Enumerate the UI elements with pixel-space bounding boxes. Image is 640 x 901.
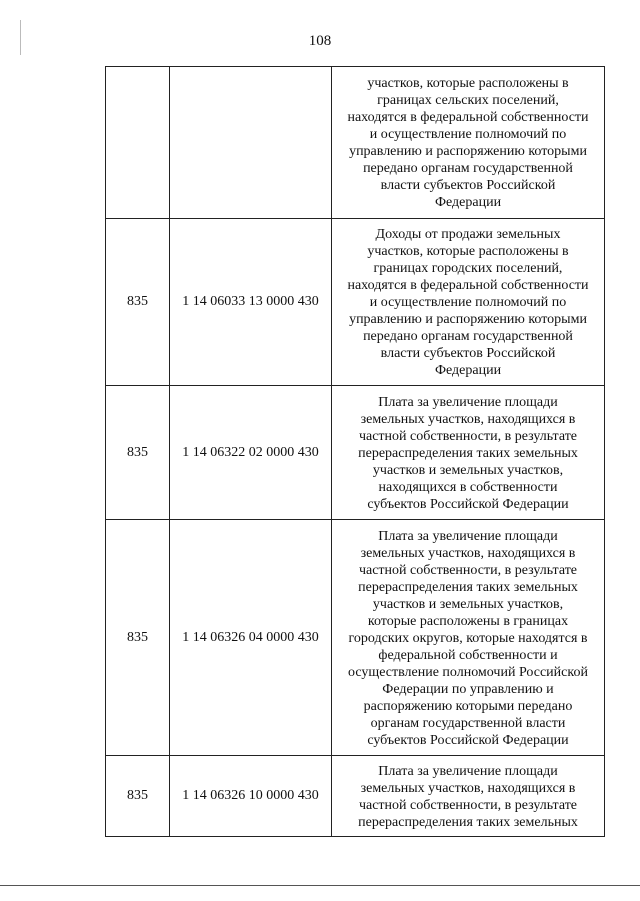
table-row <box>106 756 605 837</box>
income-description-cell: Плата за увеличение площади земельных участков, находящихся в частной собственности, в результате перераспределения таких земельных <box>332 756 605 837</box>
table-row <box>106 386 605 520</box>
administrator-code-cell: 835 <box>106 386 170 520</box>
budget-classification-code-cell <box>170 67 332 219</box>
table-row <box>106 67 605 219</box>
budget-classification-code-cell: 1 14 06033 13 0000 430 <box>170 219 332 386</box>
scan-bottom-edge <box>0 885 640 886</box>
income-description-cell: Плата за увеличение площади земельных участков, находящихся в частной собственности, в результате перераспределения таких земельных участков и земельных участков, находящихся в собственности субъектов Российской Федерации <box>332 386 605 520</box>
budget-codes-table <box>105 66 605 837</box>
table-row <box>106 219 605 386</box>
income-description-cell: Доходы от продажи земельных участков, которые расположены в границах городских поселений, находятся в федеральной собственности и осуществление полномочий по управлению и распоряжению которыми передано органам государственной власти субъектов Российской Федерации <box>332 219 605 386</box>
budget-classification-code-cell: 1 14 06326 04 0000 430 <box>170 520 332 756</box>
income-description-cell: Плата за увеличение площади земельных участков, находящихся в частной собственности, в результате перераспределения таких земельных участков и земельных участков, которые расположены в границах городских округов, которые находятся в федеральной собственности и осуществление полномочий Российской Федерации по управлению и распоряжению которыми передано органам государственной власти субъектов Российской Федерации <box>332 520 605 756</box>
administrator-code-cell: 835 <box>106 756 170 837</box>
budget-classification-code-cell: 1 14 06322 02 0000 430 <box>170 386 332 520</box>
administrator-code-cell <box>106 67 170 219</box>
budget-classification-code-cell: 1 14 06326 10 0000 430 <box>170 756 332 837</box>
income-description-cell: участков, которые расположены в границах сельских поселений, находятся в федеральной собственности и осуществление полномочий по управлению и распоряжению которыми передано органам государственной власти субъектов Российской Федерации <box>332 67 605 219</box>
administrator-code-cell: 835 <box>106 520 170 756</box>
table-row <box>106 520 605 756</box>
administrator-code-cell: 835 <box>106 219 170 386</box>
page-number: 108 <box>308 33 332 49</box>
